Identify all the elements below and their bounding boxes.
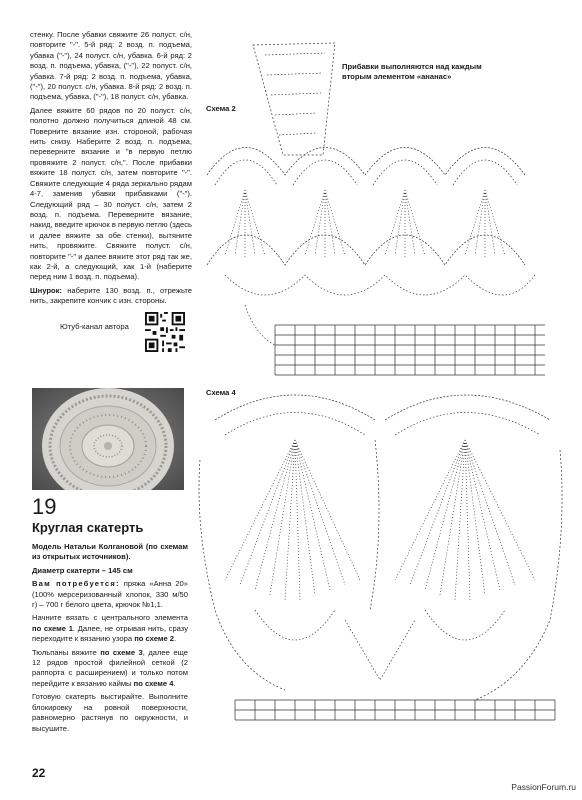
author-line: Модель Натальи Колгановой (по схемам из открытых источников). [32,542,188,562]
text-run: Тюльпаны вяжите [32,647,97,657]
text-run: . [174,634,177,644]
scheme-2-note: Прибавки выполняются над каждым вторым элементом «ананас» [342,62,482,81]
tulips-paragraph [32,648,188,690]
scheme-2-diagram [205,25,555,385]
paragraph: стенку. После убавки свяжите 26 полуст. с/н, повторите "-". 5-й ряд: 2 возд. п. подъема, убавка ("-"), 24 полуст. с/н, убавка. 6-й ряд: 2 возд. п. подъема, убавка, ("-"), 22 полуст. с/н, убавка. 7-й ряд: 2 возд. п. подъема, убавка, ("-"), 20 полуст. с/н, убавка. 8-й ряд: 2 возд. п. подъема, убавка, ("-"), 18 полуст. с/н, убавка. [30,30,192,102]
text-run: . Далее, не отрывая нить, сразу переходите к вязанию узора [32,623,188,644]
item-title: Круглая скатерть [32,520,144,535]
paragraph: Далее вяжите 60 рядов по 20 полуст. с/н, полотно должно получиться длиной 48 см. Поверните вязание изн. стороной, рабочая нить снизу. Наберите 2 возд. п. подъема, переверните вязание и "в первую петлю провяжите 2 полуст. с/н,". После прибавки вяжите 18 полуст. с/н, затем повторите "-". Свяжите следующие 4 ряда зеркально рядам 4-7, заменив убавки прибавками ("-"). Следующий ряд – 30 полуст. с/н, затем 2 возд. п. подъема. Переверните вязание, накид, введите крючок в первую петлю (здесь и далее вяжите за обе стенки), вытяните нить, провяжите. Свяжите полуст. с/н, повторите "-" и далее вяжите этот ряд так же, как 2-й, а следующий, как 1-й (наберите перед ним 1 возд. п. подъема). [30,105,192,282]
text-run: Начните вязать с центрального элемента [32,613,188,623]
left-column-top-text [30,30,192,307]
materials-label: Вам потребуется: [32,579,120,589]
scheme-4-label: Схема 4 [206,388,236,397]
cord-paragraph [30,286,192,307]
finish-paragraph: Готовую скатерть выстирайте. Выполните блокировку на ровной поверхности, равномерно растянув по окружности, и высушите. [32,692,188,733]
cord-label: Шнурок: [30,285,62,295]
text-run: по схеме 4 [133,678,174,688]
text-run: , далее еще 12 рядов простой филейной сеткой (2 раппорта с расширением) и только потом перейдите к вязанию каймы [32,647,188,688]
qr-code-icon[interactable] [145,312,185,352]
materials-text: пряжа «Анна 20» (100% мерсеризованный хлопок, 330 м/50 г) – 700 г белого цвета, крючок №1,1. [32,579,188,610]
cord-text: наберите 130 возд. п., отрежьте нить, закрепите кончик с изн. стороны. [30,285,192,306]
start-paragraph [32,613,188,644]
text-run: по схеме 1 [32,623,73,633]
text-run: по схеме 3 [100,647,143,657]
tablecloth-photo [32,388,184,490]
left-column-bottom-text [32,542,188,734]
scheme-4-diagram [195,380,570,740]
text-run: по схеме 2 [134,634,175,644]
diameter-line: Диаметр скатерти – 145 см [32,565,133,575]
materials-paragraph [32,579,188,610]
youtube-label: Ютуб-канал автора [60,322,129,331]
watermark: PassionForum.ru [511,782,576,792]
text-run: . [173,678,176,688]
page-number: 22 [32,766,46,780]
scheme-2-label: Схема 2 [206,104,236,113]
item-number: 19 [32,494,57,519]
